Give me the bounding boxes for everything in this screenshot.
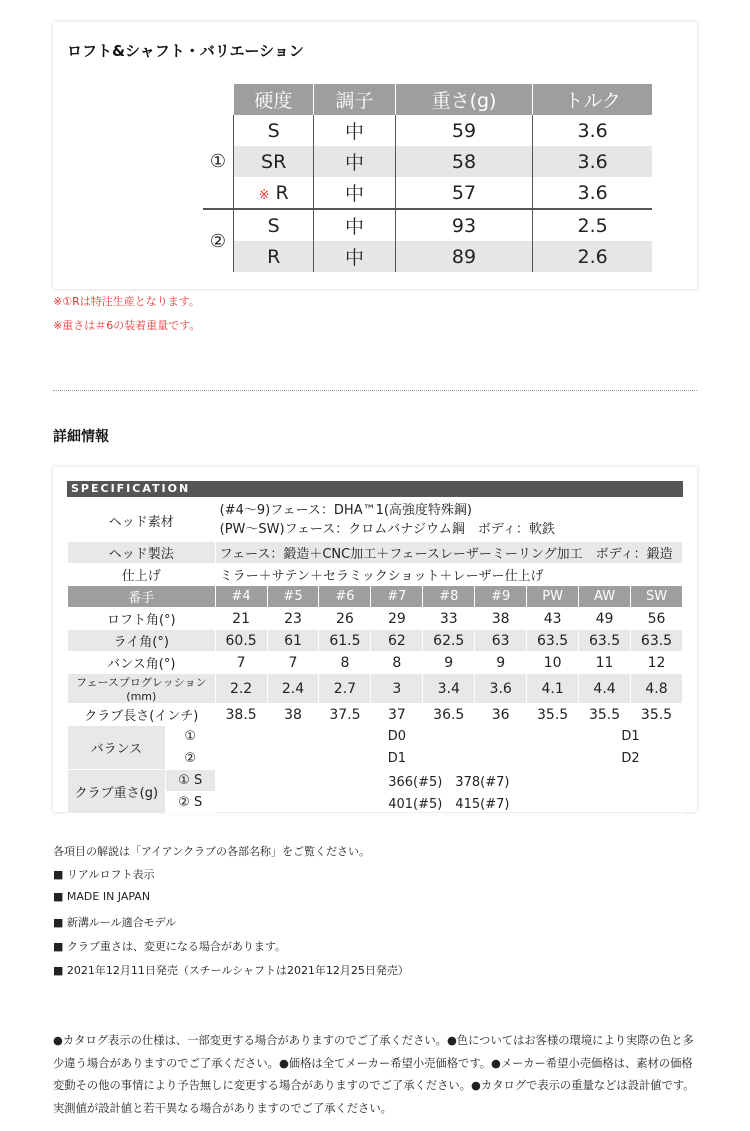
weight-cell: 93 xyxy=(395,209,533,241)
club-number: #7 xyxy=(371,586,423,608)
lie-cell: 61.5 xyxy=(319,630,371,652)
club-number: PW xyxy=(527,586,579,608)
bounce-cell: 9 xyxy=(475,652,527,674)
club-weight-1-label: ① S xyxy=(165,770,215,792)
loft-cell: 38 xyxy=(475,608,527,630)
weight-cell: 58 xyxy=(395,146,533,177)
loft-label: ロフト角(°) xyxy=(68,608,216,630)
bullet-item: ■ リアルロフト表示 xyxy=(53,868,155,881)
progression-cell: 2.4 xyxy=(267,674,319,704)
lie-cell: 62 xyxy=(371,630,423,652)
club-number: #6 xyxy=(319,586,371,608)
lie-cell: 61 xyxy=(267,630,319,652)
table-row xyxy=(68,542,683,564)
balance-2-label: ② xyxy=(165,748,215,770)
special-order-note: ※①Rは特注生産となります。 xyxy=(53,295,200,308)
lie-label: ライ角(°) xyxy=(68,630,216,652)
number-label: 番手 xyxy=(68,586,216,608)
finish-label: 仕上げ xyxy=(68,564,216,586)
torque-cell: 2.6 xyxy=(533,241,652,272)
lie-cell: 63.5 xyxy=(631,630,683,652)
number-header-row xyxy=(68,586,683,608)
lie-cell: 63.5 xyxy=(527,630,579,652)
club-number: #8 xyxy=(423,586,475,608)
kick-cell: 中 xyxy=(314,209,395,241)
balance-label: バランス xyxy=(68,726,166,770)
table-row xyxy=(68,608,683,630)
loft-cell: 21 xyxy=(215,608,267,630)
bounce-cell: 8 xyxy=(371,652,423,674)
specification-card xyxy=(53,467,697,812)
loft-cell: 29 xyxy=(371,608,423,630)
head-method-label: ヘッド製法 xyxy=(68,542,216,564)
head-material-label: ヘッド素材 xyxy=(68,499,216,542)
loft-cell: 23 xyxy=(267,608,319,630)
table-row xyxy=(203,209,652,241)
table-row xyxy=(203,177,652,209)
header-kick: 調子 xyxy=(314,84,395,115)
group-1-label: ① xyxy=(209,151,227,172)
club-weight-1-value: 366(#5) 378(#7) xyxy=(215,770,682,792)
progression-cell: 4.4 xyxy=(579,674,631,704)
length-cell: 35.5 xyxy=(579,704,631,726)
shaft-section-title: ロフト&シャフト・バリエーション xyxy=(67,42,304,60)
club-weight-label: クラブ重さ(g) xyxy=(68,770,166,814)
header-weight: 重さ(g) xyxy=(395,84,533,115)
bounce-cell: 9 xyxy=(423,652,475,674)
hardness-cell: S xyxy=(234,209,314,241)
loft-cell: 49 xyxy=(579,608,631,630)
torque-cell: 3.6 xyxy=(533,146,652,177)
club-weight-2-value: 401(#5) 415(#7) xyxy=(215,792,682,814)
head-material-line-1: (#4～9)フェース：DHA™1(高強度特殊鋼) xyxy=(219,503,472,518)
hardness-value: R xyxy=(275,181,289,204)
table-row xyxy=(68,499,683,542)
table-row xyxy=(203,241,652,272)
group-2-label: ② xyxy=(203,209,234,272)
length-cell: 36.5 xyxy=(423,704,475,726)
balance-1-b: D1 xyxy=(579,726,683,748)
balance-2-a: D1 xyxy=(215,748,578,770)
balance-1-a: D0 xyxy=(215,726,578,748)
club-weight-2-label: ② S xyxy=(165,792,215,814)
header-hardness: 硬度 xyxy=(234,84,314,115)
table-row xyxy=(203,115,652,146)
bounce-cell: 7 xyxy=(215,652,267,674)
shaft-table xyxy=(203,84,652,272)
length-cell: 35.5 xyxy=(527,704,579,726)
bounce-cell: 11 xyxy=(579,652,631,674)
kick-cell: 中 xyxy=(314,177,395,209)
bounce-label: バンス角(°) xyxy=(68,652,216,674)
length-cell: 37.5 xyxy=(319,704,371,726)
head-material-value xyxy=(215,499,682,542)
bullet-item: ■ 2021年12月11日発売（スチールシャフトは2021年12月25日発売） xyxy=(53,964,409,977)
weight-note: ※重さは＃6の装着重量です。 xyxy=(53,319,201,332)
lie-cell: 63.5 xyxy=(579,630,631,652)
finish-value: ミラー＋サテン＋セラミックショット＋レーザー仕上げ xyxy=(215,564,682,586)
divider xyxy=(53,390,697,391)
progression-cell: 3.6 xyxy=(475,674,527,704)
weight-cell: 59 xyxy=(395,115,533,146)
length-cell: 36 xyxy=(475,704,527,726)
loft-cell: 33 xyxy=(423,608,475,630)
progression-cell: 4.8 xyxy=(631,674,683,704)
length-cell: 38.5 xyxy=(215,704,267,726)
bounce-cell: 10 xyxy=(527,652,579,674)
table-row xyxy=(68,652,683,674)
progression-cell: 2.7 xyxy=(319,674,371,704)
head-material-line-2: (PW～SW)フェース：クロムバナジウム鋼 ボディ：軟鉄 xyxy=(219,522,555,537)
balance-2-b: D2 xyxy=(579,748,683,770)
hardness-cell xyxy=(234,177,314,209)
kick-cell: 中 xyxy=(314,115,395,146)
torque-cell: 2.5 xyxy=(533,209,652,241)
lie-cell: 63 xyxy=(475,630,527,652)
length-cell: 35.5 xyxy=(631,704,683,726)
loft-cell: 56 xyxy=(631,608,683,630)
progression-label: フェースプログレッション(mm) xyxy=(68,674,216,704)
spec-table xyxy=(67,498,683,814)
progression-cell: 2.2 xyxy=(215,674,267,704)
balance-1-label: ① xyxy=(165,726,215,748)
bounce-cell: 7 xyxy=(267,652,319,674)
hardness-cell: SR xyxy=(234,146,314,177)
club-number: #4 xyxy=(215,586,267,608)
bounce-cell: 12 xyxy=(631,652,683,674)
kick-cell: 中 xyxy=(314,146,395,177)
intro-note: 各項目の解説は「アイアンクラブの各部名称」をご覧ください。 xyxy=(53,845,371,858)
loft-cell: 26 xyxy=(319,608,371,630)
progression-cell: 3.4 xyxy=(423,674,475,704)
table-row xyxy=(68,704,683,726)
shaft-variation-card xyxy=(53,22,697,289)
table-row xyxy=(203,146,652,177)
bounce-cell: 8 xyxy=(319,652,371,674)
disclaimer-paragraph: ●カタログ表示の仕様は、一部変更する場合がありますのでご了承ください。●色についてはお客様の環境により実際の色と多少違う場合がありますのでご了承ください。●価格は全てメーカー希望小売価格です。●メーカー希望小売価格は、素材の価格変動その他の事情により予告無しに変更する場合がありますのでご了承ください。●カタログで表示の重量などは設計値です。実測値が設計値と若干異なる場合がありますのでご了承ください。 xyxy=(53,1034,695,1115)
progression-cell: 4.1 xyxy=(527,674,579,704)
hardness-cell: R xyxy=(234,241,314,272)
bullet-item: ■ 新溝ルール適合モデル xyxy=(53,916,177,929)
length-label: クラブ長さ(インチ) xyxy=(68,704,216,726)
length-cell: 38 xyxy=(267,704,319,726)
weight-cell: 57 xyxy=(395,177,533,209)
weight-cell: 89 xyxy=(395,241,533,272)
header-torque: トルク xyxy=(533,84,652,115)
lie-cell: 60.5 xyxy=(215,630,267,652)
torque-cell: 3.6 xyxy=(533,115,652,146)
club-number: #9 xyxy=(475,586,527,608)
special-order-mark: ※ xyxy=(258,187,270,203)
shaft-header-row xyxy=(203,84,652,115)
progression-cell: 3 xyxy=(371,674,423,704)
details-title: 詳細情報 xyxy=(53,429,109,445)
spec-header-bar: SPECIFICATION xyxy=(67,481,683,497)
hardness-cell: S xyxy=(234,115,314,146)
club-number: AW xyxy=(579,586,631,608)
club-number: #5 xyxy=(267,586,319,608)
club-number: SW xyxy=(631,586,683,608)
table-row xyxy=(68,564,683,586)
table-row xyxy=(68,726,683,748)
lie-cell: 62.5 xyxy=(423,630,475,652)
kick-cell: 中 xyxy=(314,241,395,272)
torque-cell: 3.6 xyxy=(533,177,652,209)
table-row xyxy=(68,630,683,652)
loft-cell: 43 xyxy=(527,608,579,630)
bullet-item: ■ MADE IN JAPAN xyxy=(53,890,151,903)
bullet-item: ■ クラブ重さは、変更になる場合があります。 xyxy=(53,940,287,953)
table-row xyxy=(68,674,683,704)
head-method-value: フェース：鍛造＋CNC加工＋フェースレーザーミーリング加工 ボディ：鍛造 xyxy=(215,542,682,564)
table-row xyxy=(68,770,683,792)
length-cell: 37 xyxy=(371,704,423,726)
